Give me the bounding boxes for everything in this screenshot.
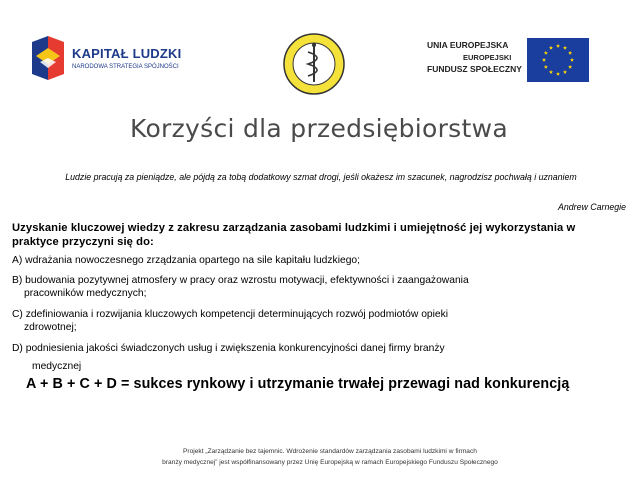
list-item-d-continuation: medycznej <box>32 361 82 372</box>
eu-flag-icon <box>527 38 589 82</box>
footer-line1: Projekt „Zarządzanie bez tajemnic. Wdrożenie standardów zarządzania zasobami ludzkimi w firmach <box>183 448 477 455</box>
quote-text: Ludzie pracują za pieniądze, ale pójdą za tobą dodatkowy szmat drogi, jeśli okażesz im szacunek, nagrodzisz pochwałą i uznaniem <box>65 172 577 182</box>
list-item-b-text: B) budowania pozytywnej atmosfery w pracy oraz wzrostu motywacji, efektywności i zaangażowania <box>12 275 469 286</box>
kapital-ludzki-subtitle: NARODOWA STRATEGIA SPÓJNOŚCI <box>72 64 179 70</box>
caduceus-seal-icon <box>282 32 346 96</box>
eu-logo <box>427 38 597 88</box>
footer-line2: branży medycznej” jest współfinansowany przez Unię Europejską w ramach Europejskiego Funduszu Społecznego <box>162 459 498 466</box>
page-title: Korzyści dla przedsiębiorstwa <box>130 114 508 143</box>
seal-logo <box>282 32 346 96</box>
quote-author: Andrew Carnegie <box>558 202 626 212</box>
list-item-d-text: D) podniesienia jakości świadczonych usług i zwiększenia konkurencyjności danej firmy branży <box>12 343 445 354</box>
summary-formula: A + B + C + D = sukces rynkowy i utrzymanie trwałej przewagi nad konkurencją <box>26 376 570 392</box>
list-item-a-text: A) wdrażania nowoczesnego zrządzania opartego na sile kapitału ludzkiego; <box>12 255 361 266</box>
list-item-a <box>12 254 622 267</box>
kapital-ludzki-name: KAPITAŁ LUDZKI <box>72 46 182 61</box>
section-heading: Uzyskanie kluczowej wiedzy z zakresu zarządzania zasobami ludzkimi i umiejętność jej wykorzystania w praktyce przyczyni się do: <box>12 222 576 248</box>
kapital-ludzki-mark-icon <box>30 34 66 82</box>
list-item-d <box>12 342 622 373</box>
kapital-ludzki-logo <box>30 34 180 96</box>
list-item-c-text: C) zdefiniowania i rozwijania kluczowych kompetencji determinujących rozwój podmiotów opieki <box>12 309 449 320</box>
list-item-b <box>12 274 622 300</box>
eu-line3: FUNDUSZ SPOŁECZNY <box>427 64 522 74</box>
list-item-c-continuation: zdrowotnej; <box>24 322 77 333</box>
list-item-c <box>12 308 622 334</box>
eu-line2: EUROPEJSKI <box>463 53 512 62</box>
project-footer <box>70 446 590 468</box>
list-item-b-continuation: pracowników medycznych; <box>24 288 147 299</box>
eu-line1: UNIA EUROPEJSKA <box>427 40 509 50</box>
